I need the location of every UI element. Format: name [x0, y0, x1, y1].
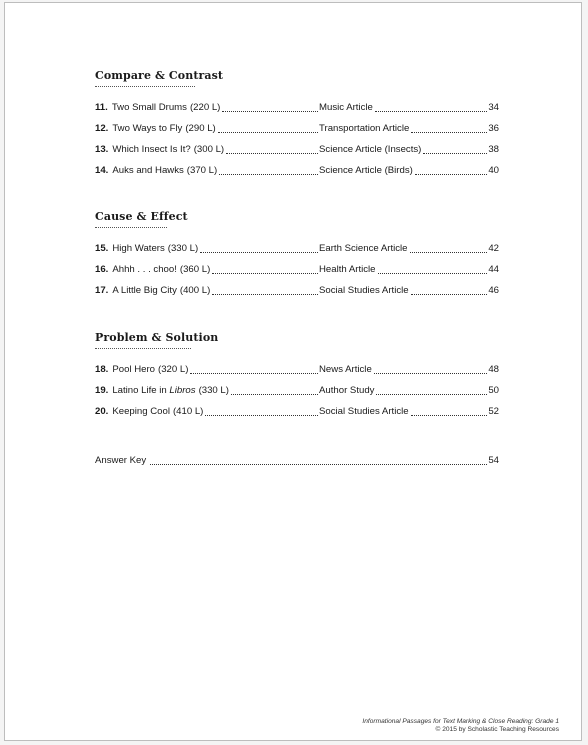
entry-genre: Health Article — [319, 264, 376, 275]
entry-genre: Social Studies Article — [319, 285, 409, 296]
entry-number: 17. — [95, 285, 109, 296]
entry-lexile: (330 L) — [167, 243, 199, 254]
section-title: Compare & Contrast — [95, 69, 224, 82]
entry-lexile: (360 L) — [179, 264, 211, 275]
entry-title-italic: Libros — [169, 385, 196, 396]
dot-leader — [222, 111, 318, 112]
dot-leader — [374, 373, 488, 374]
dot-leader — [218, 132, 318, 133]
entry-page: 46 — [488, 285, 499, 296]
entry-genre: Music Article — [319, 102, 373, 113]
entry-lexile: (320 L) — [158, 364, 189, 375]
entry-lexile: (400 L) — [179, 285, 211, 296]
entry-lexile: (290 L) — [185, 123, 216, 134]
entry-number: 11. — [95, 102, 108, 113]
entry-genre: Science Article (Insects) — [319, 144, 422, 155]
entry-genre: Transportation Article — [319, 123, 410, 134]
dot-leader — [200, 252, 318, 253]
entry-title: Two Small Drums — [111, 102, 187, 113]
entry-page: 48 — [488, 364, 499, 375]
entry-lexile: (300 L) — [193, 144, 225, 155]
entry-number: 18. — [95, 364, 109, 375]
dot-leader — [150, 464, 487, 465]
entry-page: 52 — [488, 406, 499, 417]
entry-lexile: (220 L) — [189, 102, 221, 113]
entry-page: 44 — [488, 264, 499, 275]
dot-leader — [212, 273, 318, 274]
toc-entry[interactable] — [95, 144, 499, 165]
toc-entry[interactable] — [95, 264, 499, 285]
entry-genre: Science Article (Birds) — [319, 165, 413, 176]
dot-leader — [219, 174, 318, 175]
dot-leader — [231, 394, 318, 395]
entry-title: Pool Hero — [112, 364, 156, 375]
answer-key-label: Answer Key — [95, 455, 147, 466]
dot-leader — [423, 153, 487, 154]
entry-title: High Waters — [112, 243, 165, 254]
entry-number: 15. — [95, 243, 109, 254]
dot-leader — [226, 153, 318, 154]
section-title: Problem & Solution — [95, 331, 219, 344]
entry-genre: Earth Science Article — [319, 243, 408, 254]
toc-entry[interactable] — [95, 406, 499, 427]
dot-leader — [375, 111, 487, 112]
toc-entry[interactable] — [95, 364, 499, 385]
toc-entry[interactable] — [95, 285, 499, 306]
entry-title: Auks and Hawks — [112, 165, 184, 176]
entry-genre: News Article — [319, 364, 372, 375]
entry-title: Which Insect Is It? — [112, 144, 191, 155]
entry-page: 36 — [488, 123, 499, 134]
entry-number: 14. — [95, 165, 109, 176]
entry-lexile: (370 L) — [186, 165, 218, 176]
answer-key-page: 54 — [488, 455, 499, 466]
entry-title: A Little Big City — [112, 285, 177, 296]
dot-leader — [205, 415, 318, 416]
section-problem-solution — [95, 331, 499, 427]
entry-page: 38 — [488, 144, 499, 155]
dot-leader — [410, 252, 488, 253]
entry-page: 34 — [488, 102, 499, 113]
dot-leader — [190, 373, 318, 374]
toc-entry[interactable] — [95, 123, 499, 144]
dot-leader — [378, 273, 488, 274]
dot-leader — [411, 132, 487, 133]
section-title: Cause & Effect — [95, 210, 188, 223]
entry-number: 19. — [95, 385, 109, 396]
entry-title: Latino Life in — [112, 385, 170, 396]
toc-entry[interactable] — [95, 165, 499, 186]
entry-page: 40 — [488, 165, 499, 176]
entry-genre: Social Studies Article — [319, 406, 409, 417]
entry-title: Ahhh . . . choo! — [112, 264, 177, 275]
dot-leader — [415, 174, 487, 175]
dot-leader — [411, 294, 488, 295]
entry-page: 42 — [488, 243, 499, 254]
dot-leader — [212, 294, 318, 295]
entry-number: 20. — [95, 406, 109, 417]
footer-copyright: © 2015 by Scholastic Teaching Resources — [435, 726, 559, 734]
toc-entry[interactable] — [95, 385, 499, 406]
toc-entry[interactable] — [95, 243, 499, 264]
entry-genre: Author Study — [319, 385, 375, 396]
toc-entry-answer-key[interactable] — [95, 455, 499, 467]
dot-leader — [376, 394, 487, 395]
dot-leader — [411, 415, 488, 416]
entry-lexile: (410 L) — [172, 406, 204, 417]
entry-number: 16. — [95, 264, 109, 275]
entry-lexile: (330 L) — [198, 385, 229, 396]
entry-number: 13. — [95, 144, 109, 155]
entry-title: Keeping Cool — [112, 406, 170, 417]
footer-book-title: Informational Passages for Text Marking & Close Reading: Grade 1 — [362, 718, 559, 725]
section-compare-contrast — [95, 69, 499, 186]
entry-title: Two Ways to Fly — [112, 123, 183, 134]
entry-page: 50 — [488, 385, 499, 396]
page — [4, 2, 582, 741]
entry-number: 12. — [95, 123, 109, 134]
toc-entry[interactable] — [95, 102, 499, 123]
page-footer — [362, 718, 559, 735]
section-cause-effect — [95, 210, 499, 306]
